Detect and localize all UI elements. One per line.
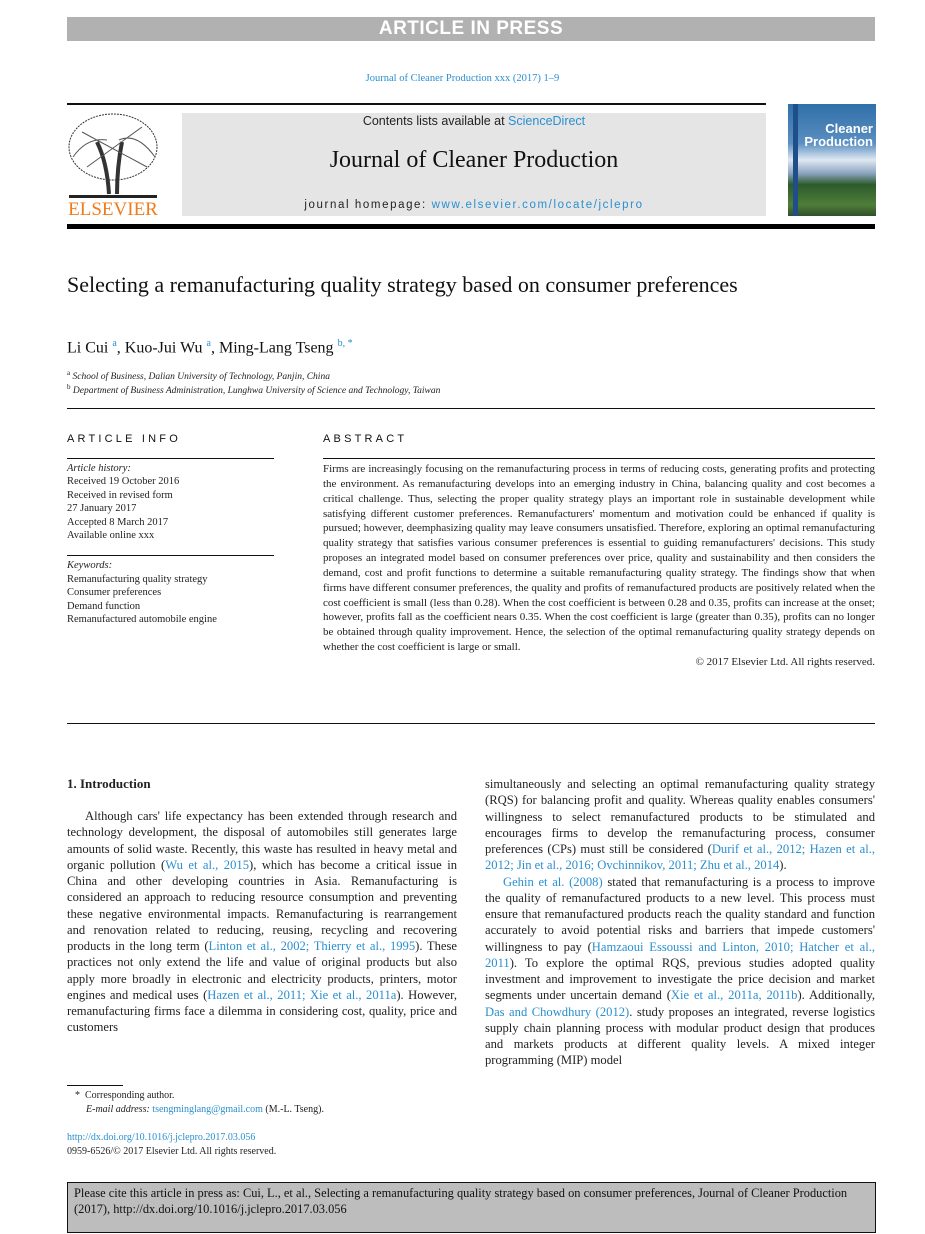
email-label: E-mail address: xyxy=(86,1103,153,1115)
footnote xyxy=(67,1089,324,1116)
author-list: Li Cui $^a$, Kuo-Jui Wu $^a$, Ming-Lang Tseng $^{b, *}$ xyxy=(67,338,353,357)
article-in-press-banner: ARTICLE IN PRESS xyxy=(67,17,875,41)
paragraph xyxy=(485,874,875,1069)
history-item: Received 19 October 2016 xyxy=(67,476,180,488)
citation-link[interactable]: Hazen et al., 2011; Xie et al., 2011a xyxy=(207,987,397,1002)
author-name[interactable]: Kuo-Jui Wu xyxy=(124,339,203,357)
sciencedirect-link[interactable]: ScienceDirect xyxy=(508,114,586,128)
citation-link[interactable]: Durif et al., 2012; Hazen et al., 2012; Jin et al., 2016; Ovchinnikov, 2011; Zhu et al., 2014 xyxy=(485,842,875,873)
citation-link[interactable]: Xie et al., 2011a, 2011b xyxy=(670,988,798,1003)
keywords-label: Keywords: xyxy=(67,560,113,572)
elsevier-wordmark: ELSEVIER xyxy=(68,199,158,217)
affiliation-text: School of Business, Dalian University of Technology, Panjin, China xyxy=(72,372,330,383)
header-divider xyxy=(67,224,875,229)
divider xyxy=(67,408,875,409)
footnote-marker: * xyxy=(75,1090,80,1101)
paragraph xyxy=(67,808,457,1036)
paragraph xyxy=(485,776,875,874)
divider xyxy=(323,458,875,459)
text-run: Although cars' life expectancy has been extended through research and technology development, the disposal of automobiles still generates large amounts of solid waste. Recently, this waste has resulted in heavy metal and organic pollution ( xyxy=(67,809,457,872)
keyword: Demand function xyxy=(67,600,141,612)
abstract xyxy=(323,462,875,670)
text-run: ). To explore the optimal RQS, previous studies adopted quality investment and improvement to investigate the price decision and market segments under uncertain demand ( xyxy=(485,955,875,1003)
cover-title: Cleaner Production xyxy=(804,121,873,149)
citation-link[interactable]: Gehin et al. (2008) xyxy=(503,874,603,889)
journal-reference-link[interactable]: Journal of Cleaner Production xxx (2017) 1–9 xyxy=(365,73,560,84)
text-run: ), which has become a critical issue in China and other developing countries in Asia. Remanufacturing is considered an approach to reducing resource consumption and preventing these negative environmental impacts. Remanufacturing is rearrangement and renovation related to reducing, reusing, recycling and recovering products in the long term ( xyxy=(67,857,457,953)
email-suffix: (M.-L. Tseng). xyxy=(262,1103,324,1115)
affiliation-a xyxy=(67,369,330,382)
keyword: Consumer preferences xyxy=(67,587,162,599)
citation-link[interactable]: Wu et al., 2015 xyxy=(165,857,249,872)
intro-left-column xyxy=(67,808,457,1036)
text-run: ). Additionally, xyxy=(797,988,875,1003)
text-run: simultaneously and selecting an optimal remanufacturing quality strategy (RQS) for balancing profit and quality. Whereas quality enables consumers' willingness to select remanufactured products to be stimulated and encourages firms to develop the remanufacturing process, consumer preferences (CPs) must still be considered ( xyxy=(485,777,875,856)
author-affiliation-marker[interactable]: a xyxy=(206,338,211,349)
history-list xyxy=(67,475,274,542)
text-run: ). These practices not only extend the life and value of original products but also apply more broadly in electronic and electricity products, printers, motor engines and medical uses ( xyxy=(67,939,457,1002)
journal-title: Journal of Cleaner Production xyxy=(329,147,619,173)
footnote-divider xyxy=(67,1085,123,1086)
homepage-label: journal homepage: xyxy=(304,199,432,211)
text-run: ). xyxy=(779,858,787,873)
abstract-heading: ABSTRACT xyxy=(323,433,408,445)
history-item: Accepted 8 March 2017 xyxy=(67,516,169,528)
affiliation-marker: b xyxy=(67,383,71,391)
journal-header xyxy=(182,113,766,216)
section-heading-introduction: 1. Introduction xyxy=(67,776,151,791)
journal-cover-image[interactable] xyxy=(788,104,876,216)
keyword: Remanufactured automobile engine xyxy=(67,614,217,626)
citation-link[interactable]: Das and Chowdhury (2012) xyxy=(485,1004,630,1019)
history-item: 27 January 2017 xyxy=(67,503,137,515)
text-run: stated that remanufacturing is a process to improve the quality of remanufactured products to a new level. This process must ensure that remanufactured products reach the quality standard and function accurately to avoid potential risks and barriers that impede customers' willingness to pay ( xyxy=(485,874,875,954)
divider xyxy=(67,103,766,105)
author-name[interactable]: Ming-Lang Tseng xyxy=(218,339,334,357)
article-info-heading: ARTICLE INFO xyxy=(67,433,181,445)
text-run: . study proposes an integrated, reverse logistics supply chain planning process with modular product design that produces and markets products at different quality levels. A mixed integer programming (MIP) model xyxy=(485,1004,875,1068)
author-name[interactable]: Li Cui xyxy=(67,339,109,357)
affiliation-marker: a xyxy=(67,369,71,377)
intro-right-column xyxy=(485,776,875,1069)
email-link[interactable]: tsengminglang@gmail.com xyxy=(152,1103,263,1115)
keyword: Remanufacturing quality strategy xyxy=(67,573,208,585)
text-run: ). However, remanufacturing firms face a dilemma in considering cost, quality, price and customers xyxy=(67,987,457,1035)
cite-box: Please cite this article in press as: Cui, L., et al., Selecting a remanufacturing quality strategy based on consumer preferences, Journal of Cleaner Production (2017), http://dx.doi.org/10.1016/j.jclepro.2017.03.056 xyxy=(67,1182,876,1233)
divider xyxy=(67,458,274,459)
affiliation-b xyxy=(67,383,440,396)
doi-block xyxy=(67,1131,276,1159)
cover-stripe xyxy=(793,104,798,216)
author-affiliation-marker[interactable]: a xyxy=(112,338,117,349)
divider xyxy=(67,723,875,724)
affiliation-text: Department of Business Administration, Lunghwa University of Science and Technology, Taiwan xyxy=(72,386,441,397)
divider xyxy=(67,555,274,556)
issn-copyright: 0959-6526/© 2017 Elsevier Ltd. All rights reserved. xyxy=(67,1146,277,1157)
elsevier-logo[interactable] xyxy=(67,112,160,217)
homepage-link[interactable]: www.elsevier.com/locate/jclepro xyxy=(431,199,644,211)
article-info xyxy=(67,462,274,626)
history-label: Article history: xyxy=(67,463,131,474)
elsevier-tree-icon xyxy=(67,112,160,217)
doi-link[interactable]: http://dx.doi.org/10.1016/j.jclepro.2017.03.056 xyxy=(67,1132,256,1143)
history-item: Available online xxx xyxy=(67,530,155,542)
footnote-label: Corresponding author. xyxy=(85,1090,175,1101)
abstract-copyright: © 2017 Elsevier Ltd. All rights reserved. xyxy=(695,655,875,668)
abstract-text: Firms are increasingly focusing on the remanufacturing process in terms of reducing costs, generating profits and protecting the environment. As remanufacturing develops into an emerging industry in China, balancing quality and cost becomes a critical challenge. Thus, selecting the proper quality strategy plays an important role in sustainable development while satisfying different customer preferences. Remanufacturers' momentum and motivation could be enhanced if quality is pursued; however, deemphasizing quality may leave consumers unsatisfied. Therefore, exploring an optimal remanufacturing quality strategy that satisfies various consumer preferences is essential to guiding remanufacturers' decisions. This study proposes an integrated model based on consumer preferences over price, quality and sustainability and then considers the demand, cost and profit functions to determine a suitable remanufacturing quality strategy. The findings show that when firms have different consumer preferences, the quality and profits of remanufactured products are positively related when the cost coefficient is small (less than 0.28). When the cost coefficient is between 0.28 and 0.35, profits can increase at the onset; however, profits fall as the coefficient nears 0.35. When the cost coefficient is large (greater than 0.35), profits can no longer be obtained through quality improvement. Hence, the selection of the optimal remanufacturing quality strategy depends on whether the cost coefficient is large or small. xyxy=(323,463,875,654)
citation-link[interactable]: Hamzaoui Essoussi and Linton, 2010; Hatcher et al., 2011 xyxy=(485,939,875,970)
history-item: Received in revised form xyxy=(67,489,173,501)
citation-link[interactable]: Linton et al., 2002; Thierry et al., 1995 xyxy=(208,939,416,953)
contents-label: Contents lists available at xyxy=(362,114,509,128)
keywords-list xyxy=(67,573,274,627)
article-title: Selecting a remanufacturing quality strategy based on consumer preferences xyxy=(67,272,738,297)
author-affiliation-marker[interactable]: b, * xyxy=(337,338,353,349)
